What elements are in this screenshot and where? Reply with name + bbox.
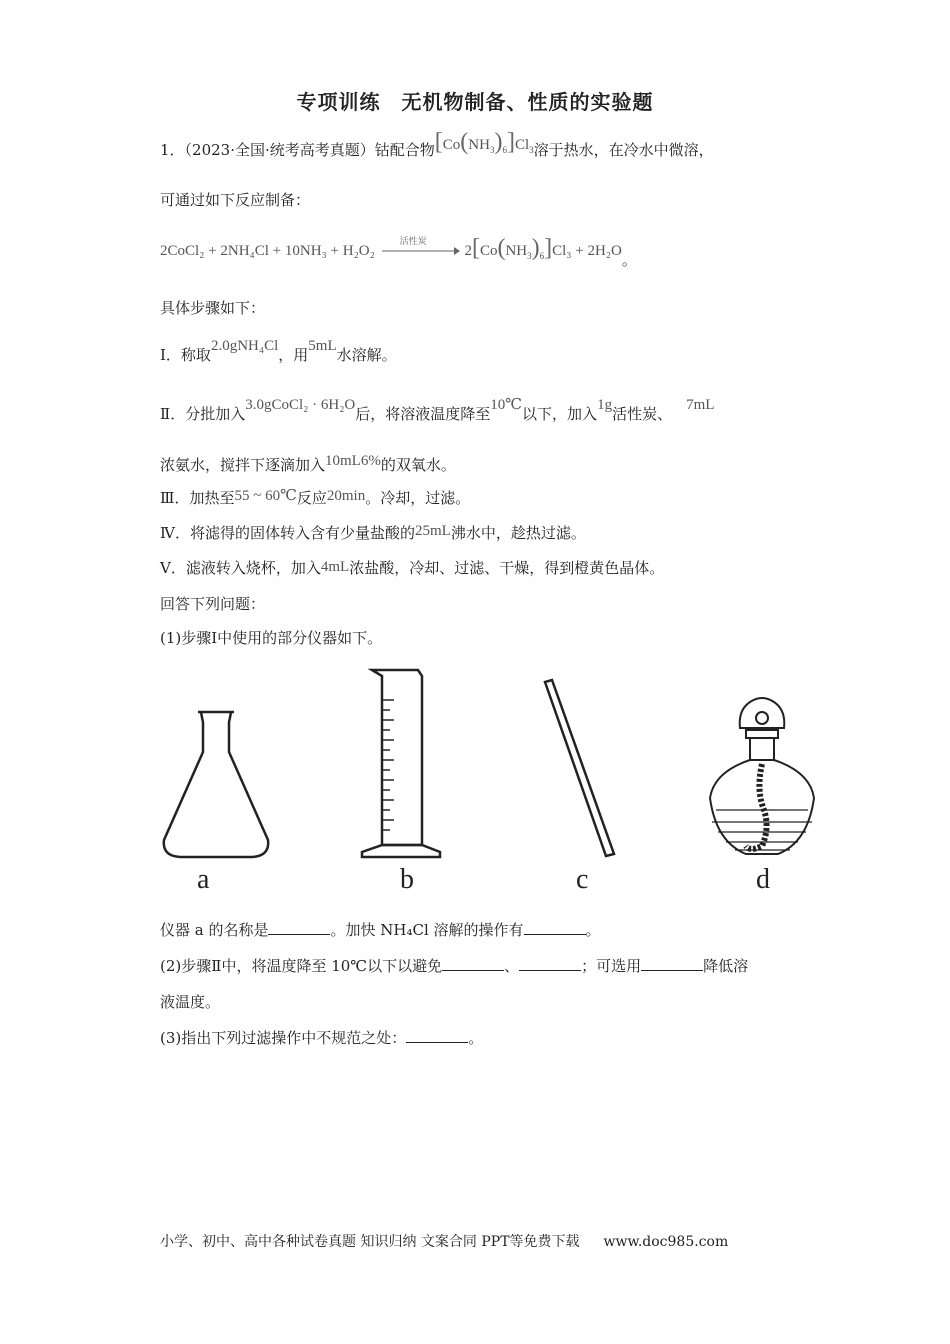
alcohol-lamp-icon [710,698,814,854]
part-1-intro: (1)步骤Ⅰ中使用的部分仪器如下。 [160,629,383,647]
page-title: 专项训练 无机物制备、性质的实验题 [296,90,654,114]
step-2-line-1: Ⅱ．分批加入3.0gCoCl₂ · 6H₂O后，将溶液温度降至10℃以下，加入1g活性炭、 7mL [160,397,715,423]
label-a: a [197,864,210,895]
question-1-line-1: 1．（2023·全国·统考高考真题）钴配合物$[Co(NH_3)_6]Cl_3$溶于热水，在冷水中微溶， [160,129,714,159]
footer-text: 小学、初中、高中各种试卷真题 知识归纳 文案合同 PPT等免费下载 [160,1234,580,1250]
part-2-line-2: 液温度。 [160,993,221,1011]
answer-blank[interactable] [442,956,504,971]
answer-blank[interactable] [268,920,330,935]
question-number: 1． [160,141,185,159]
part-3-question: (3)指出下列过滤操作中不规范之处： 。 [160,1029,484,1047]
answer-intro: 回答下列问题： [160,595,266,613]
page-footer [160,1231,728,1251]
label-d: d [756,864,770,895]
apparatus-figure [150,660,850,870]
answer-blank[interactable] [519,956,581,971]
label-b: b [400,864,414,895]
answer-blank[interactable] [406,1028,468,1043]
answer-blank[interactable] [524,920,586,935]
measuring-cylinder-icon [362,670,440,857]
step-5: Ⅴ．滤液转入烧杯，加入4mL浓盐酸，冷却、过滤、干燥，得到橙黄色晶体。 [160,559,665,577]
glass-rod-icon [545,680,614,856]
part-1-question: 仪器 a 的名称是 。加快 NH₄Cl 溶解的操作有 。 [160,921,601,939]
reaction-equation: 2CoCl₂ + 2NH₄Cl + 10NH₃ + H₂O₂ 活性炭 $2[Co(NH_3)_6]Cl_3 + 2H_2O$。 [160,235,637,269]
step-4: Ⅳ．将滤得的固体转入含有少量盐酸的25mL沸水中，趁热过滤。 [160,523,586,542]
question-source: （2023·全国·统考高考真题）钴配合物 [184,141,435,159]
step-2-line-2: 浓氨水，搅拌下逐滴加入10mL6%的双氧水。 [160,453,456,474]
complex-formula: $[Co(NH_3)_6]Cl_3$ [434,129,534,155]
reaction-arrow: 活性炭 [380,244,460,258]
conical-flask-icon [164,712,268,857]
answer-blank[interactable] [641,956,703,971]
label-c: c [576,864,589,895]
part-2-line-1: (2)步骤Ⅱ中，将温度降至 10℃以下以避免 、 ；可选用 降低溶 [160,957,749,975]
step-3: Ⅲ．加热至55 ~ 60℃反应20min。冷却，过滤。 [160,488,471,507]
footer-url[interactable]: www.doc985.com [603,1234,729,1250]
step-1: Ⅰ．称取2.0gNH₄Cl，用5mL水溶解。 [160,338,397,364]
steps-intro: 具体步骤如下： [160,299,266,317]
question-1-line-2: 可通过如下反应制备： [160,191,311,209]
